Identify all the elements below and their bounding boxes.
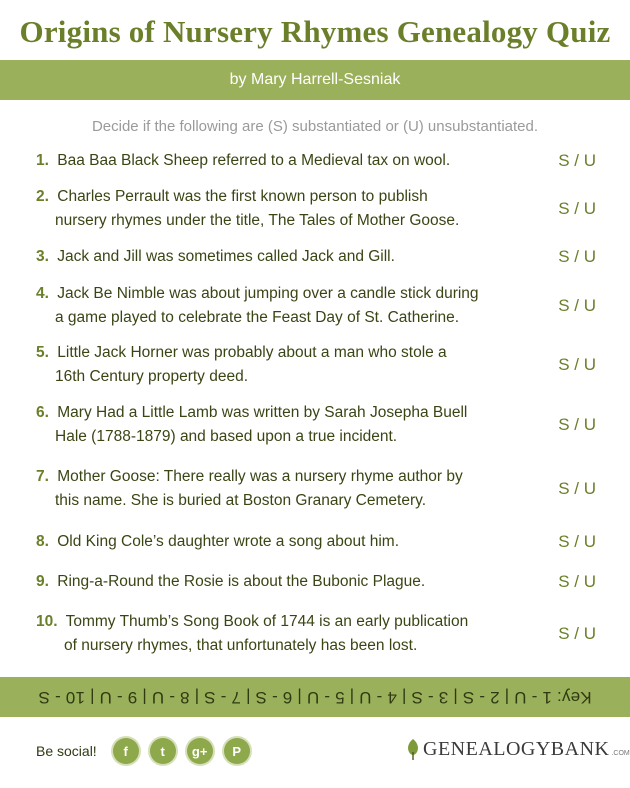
answer-choice-s-u[interactable]: S / U xyxy=(558,151,596,170)
question-number: 5. xyxy=(36,344,49,361)
answer-choice-s-u[interactable]: S / U xyxy=(558,296,596,315)
question-number: 10. xyxy=(36,613,58,630)
question-text-continued: nursery rhymes under the title, The Tales of Mother Goose. xyxy=(55,212,460,229)
question-item xyxy=(36,401,596,449)
facebook-icon[interactable]: f xyxy=(113,738,139,764)
question-text: Mary Had a Little Lamb was written by Sarah Josepha Buell xyxy=(57,404,468,421)
byline-banner xyxy=(0,60,630,100)
question-number: 3. xyxy=(36,248,49,265)
question-item xyxy=(36,149,596,173)
answer-key-banner xyxy=(0,677,630,717)
logo-text: GENEALOGYBANK xyxy=(423,738,610,760)
question-number: 1. xyxy=(36,152,49,169)
twitter-icon[interactable]: t xyxy=(150,738,176,764)
question-item xyxy=(36,245,596,269)
question-text-continued: 16th Century property deed. xyxy=(55,368,249,385)
question-text: Tommy Thumb’s Song Book of 1744 is an early publication xyxy=(65,613,469,630)
answer-key-text: Key: 1 - U | 2 - S | 3 - S | 4 - U | 5 - U | 6 - S | 7 - S | 8 - U | 9 - U | 10 - S xyxy=(38,688,592,707)
question-number: 8. xyxy=(36,533,49,550)
question-text: Old King Cole’s daughter wrote a song about him. xyxy=(57,533,400,550)
question-item xyxy=(36,341,596,389)
question-number: 9. xyxy=(36,573,49,590)
answer-choice-s-u[interactable]: S / U xyxy=(558,532,596,551)
pinterest-icon[interactable]: P xyxy=(224,738,250,764)
question-text: Baa Baa Black Sheep referred to a Medieval tax on wool. xyxy=(57,152,451,169)
question-text: Charles Perrault was the first known person to publish xyxy=(57,188,428,205)
question-item xyxy=(36,570,596,594)
answer-choice-s-u[interactable]: S / U xyxy=(558,624,596,643)
question-text-continued: this name. She is buried at Boston Granary Cemetery. xyxy=(55,492,427,509)
tree-leaf-icon xyxy=(405,737,421,761)
question-number: 7. xyxy=(36,468,49,485)
quiz-title: Origins of Nursery Rhymes Genealogy Quiz xyxy=(19,14,611,49)
question-item xyxy=(36,530,596,554)
question-item xyxy=(36,185,596,233)
question-number: 6. xyxy=(36,404,49,421)
answer-choice-s-u[interactable]: S / U xyxy=(558,572,596,591)
question-text: Jack Be Nimble was about jumping over a candle stick during xyxy=(57,285,479,302)
genealogybank-logo[interactable] xyxy=(405,737,630,761)
question-number: 2. xyxy=(36,188,49,205)
question-item xyxy=(36,465,596,513)
instructions-text: Decide if the following are (S) substantiated or (U) unsubstantiated. xyxy=(91,118,539,135)
question-text-continued: Hale (1788-1879) and based upon a true incident. xyxy=(55,428,398,445)
question-text: Jack and Jill was sometimes called Jack and Gill. xyxy=(57,248,395,265)
question-item xyxy=(36,610,596,658)
answer-choice-s-u[interactable]: S / U xyxy=(558,355,596,374)
byline-text: by Mary Harrell-Sesniak xyxy=(229,71,401,88)
social-bar xyxy=(36,738,261,764)
question-text-continued: a game played to celebrate the Feast Day of St. Catherine. xyxy=(55,309,460,326)
social-label: Be social! xyxy=(36,743,97,759)
question-text: Little Jack Horner was probably about a man who stole a xyxy=(57,344,447,361)
answer-choice-s-u[interactable]: S / U xyxy=(558,479,596,498)
question-text-continued: of nursery rhymes, that unfortunately has been lost. xyxy=(64,637,418,654)
question-number: 4. xyxy=(36,285,49,302)
question-item xyxy=(36,282,596,330)
answer-choice-s-u[interactable]: S / U xyxy=(558,415,596,434)
answer-choice-s-u[interactable]: S / U xyxy=(558,247,596,266)
question-text: Ring-a-Round the Rosie is about the Bubonic Plague. xyxy=(57,573,426,590)
logo-suffix: .COM xyxy=(611,750,630,757)
question-text: Mother Goose: There really was a nursery rhyme author by xyxy=(57,468,463,485)
answer-choice-s-u[interactable]: S / U xyxy=(558,199,596,218)
google-plus-icon[interactable]: g+ xyxy=(187,738,213,764)
